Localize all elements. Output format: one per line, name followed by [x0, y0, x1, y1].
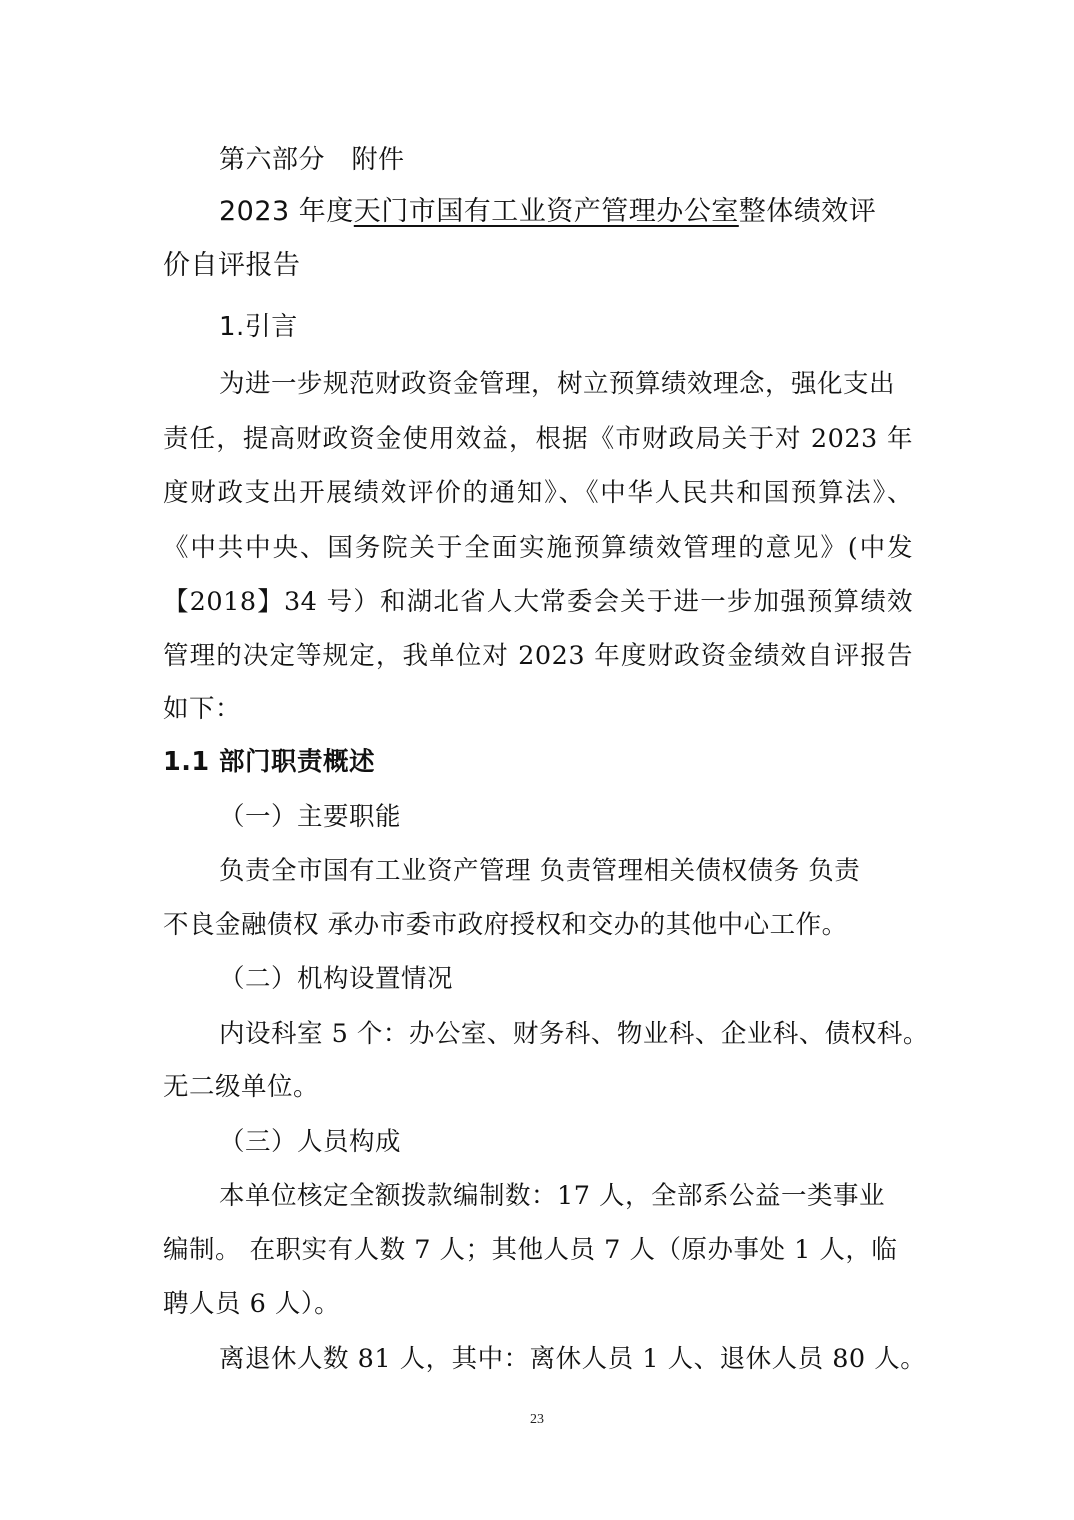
staff-line-1: 本单位核定全额拨款编制数：17 人，全部系公益一类事业	[219, 1181, 886, 1211]
intro-line-4: 《中共中央、国务院关于全面实施预算绩效管理的意见》(中发	[163, 533, 913, 563]
functions-line-2: 不良金融债权 承办市委市政府授权和交办的其他中心工作。	[163, 910, 848, 940]
staff-line-2: 编制。 在职实有人数 7 人；其他人员 7 人（原办事处 1 人，临	[163, 1235, 898, 1265]
retired-staff-line: 离退休人数 81 人，其中：离休人员 1 人、退休人员 80 人。	[219, 1344, 927, 1374]
intro-line-2: 责任，提高财政资金使用效益，根据《市财政局关于对 2023 年	[163, 424, 913, 454]
report-title-line-2: 价自评报告	[163, 250, 301, 281]
intro-line-1: 为进一步规范财政资金管理，树立预算绩效理念，强化支出	[219, 369, 896, 399]
report-title-line-1	[219, 196, 969, 228]
title-prefix: 2023 年度	[219, 196, 354, 227]
intro-line-3: 度财政支出开展绩效评价的通知》、《中华人民共和国预算法》、	[163, 478, 913, 508]
page-number: 23	[530, 1412, 544, 1427]
intro-line-6: 管理的决定等规定，我单位对 2023 年度财政资金绩效自评报告	[163, 641, 913, 671]
title-suffix: 整体绩效评	[738, 196, 877, 227]
organization-line-1: 内设科室 5 个：办公室、财务科、物业科、企业科、债权科。	[219, 1019, 929, 1049]
sub-heading-staff: （三）人员构成	[219, 1127, 402, 1157]
title-organization: 天门市国有工业资产管理办公室	[353, 196, 739, 227]
section-heading-1-1: 1.1 部门职责概述	[163, 747, 376, 777]
intro-line-7: 如下：	[163, 694, 242, 724]
sub-heading-functions: （一）主要职能	[219, 802, 402, 832]
intro-line-5: 【2018】34 号）和湖北省人大常委会关于进一步加强预算绩效	[163, 587, 913, 617]
sub-heading-organization: （二）机构设置情况	[219, 964, 454, 994]
organization-line-2: 无二级单位。	[163, 1072, 320, 1102]
functions-line-1: 负责全市国有工业资产管理 负责管理相关债权债务 负责	[219, 856, 861, 886]
part-heading: 第六部分 附件	[219, 145, 405, 175]
intro-heading: 1.引言	[219, 312, 298, 342]
staff-line-3: 聘人员 6 人）。	[163, 1289, 341, 1319]
